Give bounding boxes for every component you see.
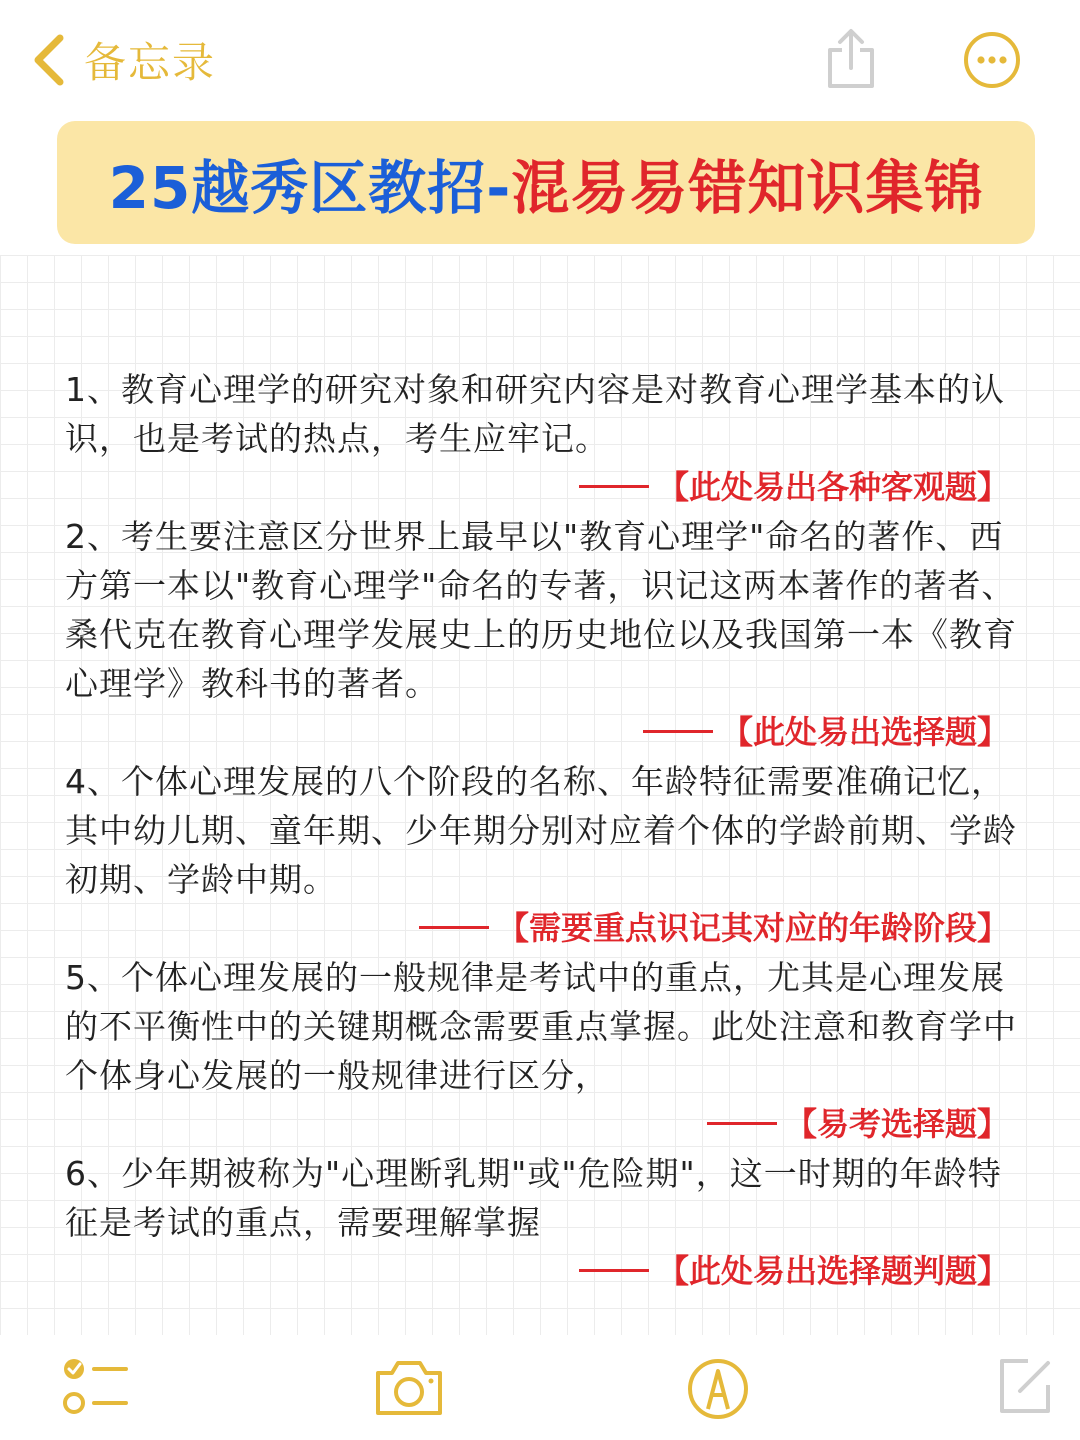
title-part-red: 混易易错知识集锦 [511, 153, 984, 222]
note-item-text: 1、教育心理学的研究对象和研究内容是对教育心理学基本的认识，也是考试的热点，考生应牢记。 [65, 370, 1005, 458]
dash-line [419, 926, 489, 929]
note-item-hint: 【易考选择题】 [65, 1100, 1025, 1149]
dash-line [579, 1269, 649, 1272]
more-options-icon[interactable] [962, 30, 1022, 90]
note-item-text: 5、个体心理发展的一般规律是考试中的重点，尤其是心理发展的不平衡性中的关键期概念需要重点掌握。此处注意和教育学中个体身心发展的一般规律进行区分， [65, 958, 1017, 1095]
title-part-blue: 25越秀区教招- [108, 153, 512, 222]
back-label: 备忘录 [84, 38, 217, 87]
bottom-toolbar [0, 1335, 1080, 1440]
note-item-text: 6、少年期被称为"心理断乳期"或"危险期"，这一时期的年龄特征是考试的重点，需要理解掌握 [65, 1154, 1002, 1242]
dash-line [707, 1122, 777, 1125]
markup-pen-icon[interactable] [686, 1353, 750, 1423]
compose-icon[interactable] [994, 1353, 1056, 1419]
note-item-text: 4、个体心理发展的八个阶段的名称、年龄特征需要准确记忆，其中幼儿期、童年期、少年期分别对应着个体的学龄前期、学龄初期、学龄中期。 [65, 762, 1017, 899]
camera-icon[interactable] [372, 1353, 446, 1423]
note-item-hint: 【需要重点识记其对应的年龄阶段】 [65, 904, 1025, 953]
share-icon[interactable] [822, 26, 880, 92]
top-navigation-bar [0, 0, 1080, 118]
title-banner [57, 121, 1035, 244]
note-item-hint: 【此处易出各种客观题】 [65, 463, 1025, 512]
note-item-hint: 【此处易出选择题】 [65, 708, 1025, 757]
back-button[interactable] [30, 30, 216, 90]
note-item-hint: 【此处易出选择题判题】 [65, 1247, 1025, 1296]
note-body[interactable] [65, 365, 1025, 1296]
dash-line [643, 730, 713, 733]
checklist-icon[interactable] [60, 1353, 130, 1423]
page-title [109, 141, 984, 225]
chevron-left-icon [30, 32, 70, 88]
dash-line [579, 485, 649, 488]
note-item-text: 2、考生要注意区分世界上最早以"教育心理学"命名的著作、西方第一本以"教育心理学"命名的专著，识记这两本著作的著者、桑代克在教育心理学发展史上的历史地位以及我国第一本《教育心理学》教科书的著者。 [65, 517, 1017, 703]
